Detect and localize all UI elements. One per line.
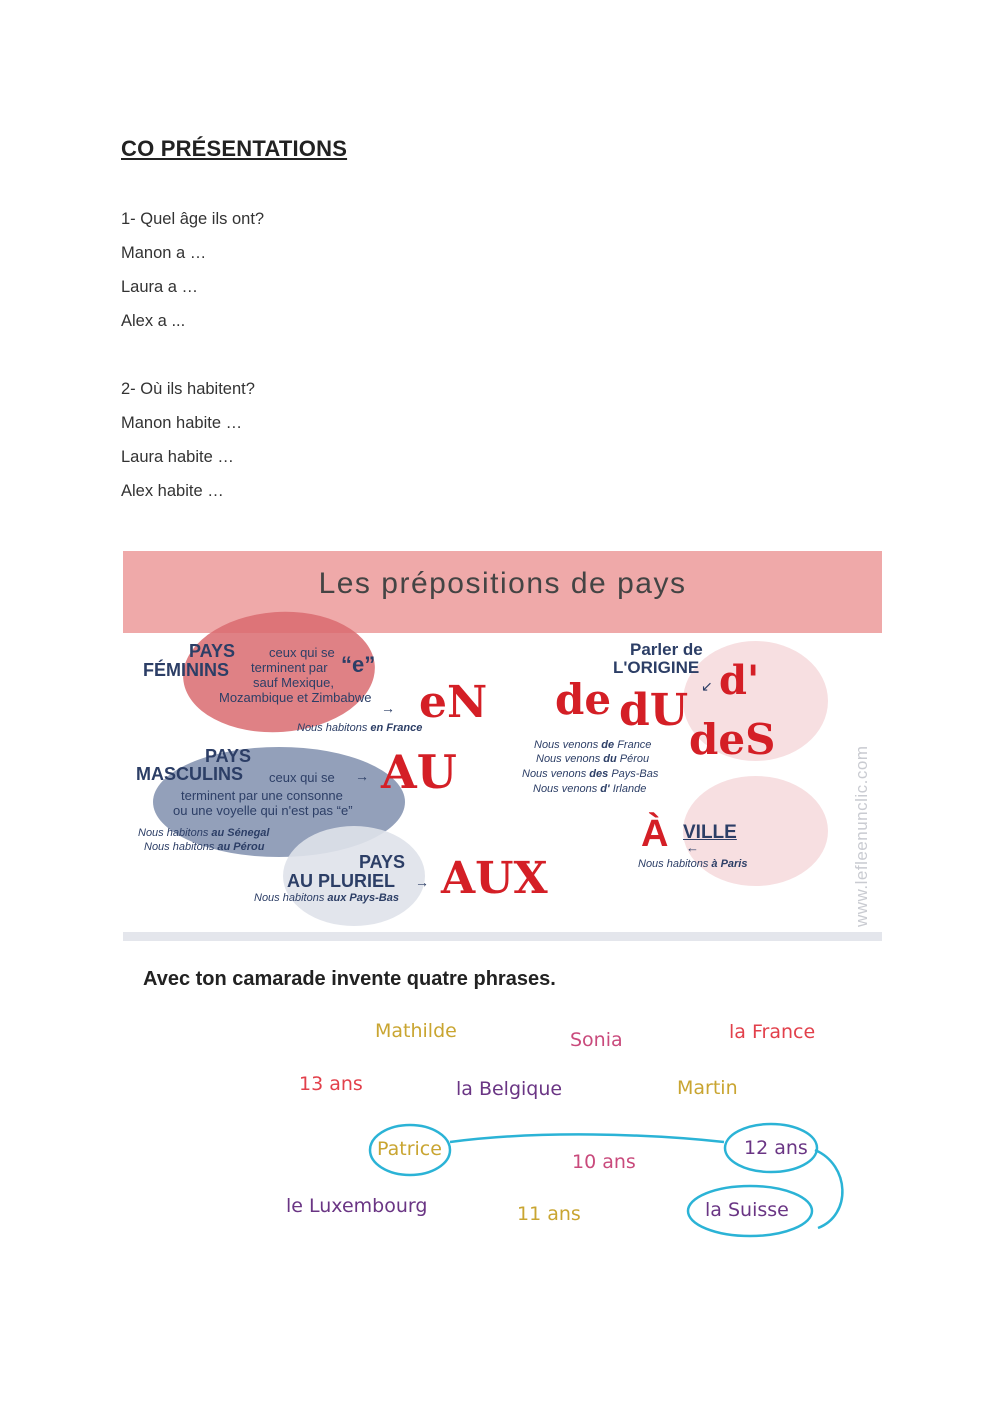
feminine-example-prefix: Nous habitons [297, 722, 368, 734]
infographic-bottom-bar [123, 932, 882, 941]
prep-du: dU [619, 685, 689, 736]
plural-label-1: PAYS [359, 852, 406, 872]
masculine-example-1 [138, 828, 269, 840]
answer-line-manon-age: Manon a … [121, 244, 207, 262]
masculine-arrow: → [355, 768, 369, 784]
feminine-label-2: FÉMININS [143, 660, 230, 680]
prep-au: AU [381, 745, 457, 799]
word-11-ans: 11 ans [517, 1203, 581, 1225]
word-13-ans: 13 ans [299, 1073, 363, 1095]
origin-label-1: Parler de [630, 640, 703, 659]
prep-a: À [641, 813, 669, 855]
prep-des: deS [689, 715, 776, 764]
word-la-france: la France [729, 1021, 816, 1043]
origin-example-1-prefix: Nous venons [534, 739, 599, 751]
masculine-label-1: PAYS [205, 746, 252, 766]
origin-example-1-bold: de [601, 739, 615, 751]
infographic-title: Les prépositions de pays [318, 567, 687, 600]
page-title: CO PRÉSENTATIONS [121, 136, 348, 161]
answer-line-alex-age: Alex a ... [121, 312, 186, 330]
origin-example-3-prefix: Nous venons [522, 768, 587, 780]
feminine-rule-2: terminent par [251, 660, 328, 675]
feminine-rule-1: ceux qui se [269, 645, 335, 660]
feminine-example [297, 723, 422, 735]
prep-aux: AUX [441, 853, 548, 904]
origin-example-3 [522, 769, 658, 781]
origin-example-1 [534, 740, 651, 752]
prep-de: de [555, 675, 612, 724]
word-12-ans: 12 ans [744, 1137, 808, 1159]
origin-example-4 [533, 784, 646, 796]
origin-example-3-suffix: Pays-Bas [611, 768, 659, 780]
prep-d-apostrophe: d' [719, 657, 760, 704]
origin-example-3-bold: des [589, 768, 609, 780]
city-example-bold: à Paris [711, 858, 748, 870]
origin-example-4-prefix: Nous venons [533, 783, 598, 795]
feminine-rule-4: Mozambique et Zimbabwe [219, 690, 372, 705]
masculine-example-1-prefix: Nous habitons [138, 827, 209, 839]
answer-line-alex-home: Alex habite … [121, 482, 224, 500]
city-example [638, 859, 747, 871]
question-2: 2- Où ils habitent? [121, 380, 255, 398]
word-la-suisse: la Suisse [705, 1199, 789, 1221]
exercise-instruction: Avec ton camarade invente quatre phrases. [143, 968, 556, 990]
watermark [841, 691, 881, 931]
plural-example-bold: aux Pays-Bas [327, 892, 399, 904]
masculine-rule-1: ceux qui se [269, 770, 335, 785]
watermark-text: www.lefleenunclic.com [852, 745, 871, 927]
feminine-arrow: → [381, 700, 395, 716]
prep-en: eN [419, 677, 488, 728]
city-arrow: ← [686, 840, 699, 855]
patrice-to-12-line [450, 1134, 724, 1142]
plural-example-prefix: Nous habitons [254, 892, 325, 904]
plural-arrow: → [415, 874, 429, 890]
feminine-rule-e: “e” [341, 652, 376, 677]
feminine-rule-3: sauf Mexique, [253, 675, 334, 690]
word-10-ans: 10 ans [572, 1151, 636, 1173]
word-mathilde: Mathilde [375, 1020, 457, 1042]
masculine-label-2: MASCULINS [136, 764, 243, 784]
masculine-example-2-bold: au Pérou [217, 841, 265, 853]
masculine-example-2 [144, 842, 264, 854]
origin-label-2: L'ORIGINE [613, 658, 700, 677]
masculine-rule-2: terminent par une consonne [181, 788, 343, 803]
masculine-example-2-prefix: Nous habitons [144, 841, 215, 853]
origin-example-2-suffix: Pérou [619, 753, 650, 765]
origin-example-2-prefix: Nous venons [536, 753, 601, 765]
word-patrice: Patrice [377, 1138, 442, 1160]
origin-example-1-suffix: France [617, 739, 652, 751]
masculine-example-1-bold: au Sénegal [211, 827, 270, 839]
origin-example-2-bold: du [603, 753, 617, 765]
origin-example-4-suffix: Irlande [612, 783, 647, 795]
word-la-belgique: la Belgique [456, 1078, 563, 1100]
origin-arrow: ↙ [701, 678, 713, 694]
origin-example-2 [536, 754, 649, 766]
masculine-rule-3: ou une voyelle qui n'est pas “e” [173, 803, 353, 818]
plural-example [254, 893, 399, 905]
word-sonia: Sonia [570, 1029, 623, 1051]
prepositions-infographic [123, 551, 882, 941]
city-example-prefix: Nous habitons [638, 858, 709, 870]
feminine-example-bold: en France [370, 722, 423, 734]
origin-example-4-bold: d' [600, 783, 610, 795]
question-1: 1- Quel âge ils ont? [121, 210, 265, 228]
city-label: VILLE [683, 822, 737, 843]
plural-label-2: AU PLURIEL [287, 871, 395, 891]
feminine-label-1: PAYS [189, 641, 236, 661]
word-martin: Martin [677, 1077, 738, 1099]
answer-line-laura-home: Laura habite … [121, 448, 234, 466]
word-le-luxembourg: le Luxembourg [286, 1195, 428, 1217]
answer-line-manon-home: Manon habite … [121, 414, 243, 432]
12-to-suisse-line [815, 1150, 842, 1228]
answer-line-laura-age: Laura a … [121, 278, 199, 296]
